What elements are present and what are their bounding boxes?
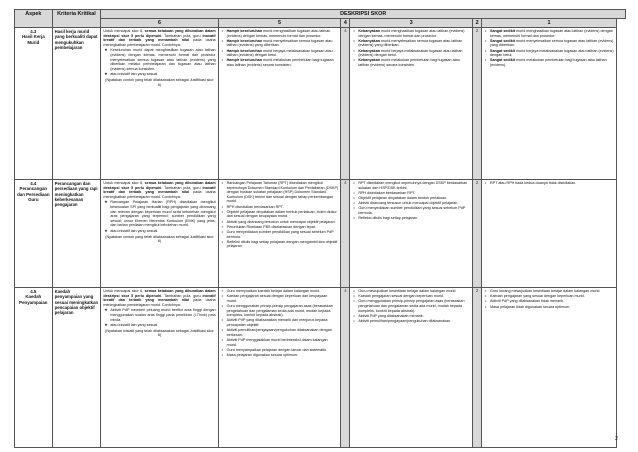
level-1-cell xyxy=(482,28,617,180)
list-item: • Masa pelajaran tidak digunakan secara optimum. xyxy=(490,305,614,310)
level-3-cell xyxy=(350,288,473,448)
level-1-list xyxy=(484,29,614,68)
score-2-cell: 2 xyxy=(473,288,482,448)
list-item: • Refleksi ditulis bagi setiap pelajaran. xyxy=(358,216,470,221)
list-item: • Objektif pelajaran dinyatakan dalam bentuk perlakuan, boleh diukur dan sesuai dengan keupayaan murid. xyxy=(227,210,339,219)
header-kriteria: Kriteria Kritikal xyxy=(52,10,101,28)
list-item: • Aktiviti PdP yang dilaksanakan menarik. xyxy=(358,314,470,319)
level-1-list xyxy=(484,289,614,309)
level-5-cell xyxy=(218,180,341,288)
level-6-list xyxy=(103,48,215,77)
list-item: • Hampir keseluruhan murid melakukan pembetulan bagi tugasan atau latihan (evidens) secara konsisten. xyxy=(227,58,339,67)
score-4-cell: 4 xyxy=(341,180,350,288)
justification-note: (Nyatakan inisiatif yang telah dilaksanakan sebagai Justifikasi skor 6) xyxy=(105,328,214,338)
justification-note: (Nyatakan contoh yang telah dilaksanakan sebagai Justifikasi skor 6) xyxy=(105,77,214,87)
list-item: ❖ atau inisiatif lain yang sesuai. xyxy=(110,229,215,234)
level-3-list xyxy=(352,181,470,221)
header-level-5: 5 xyxy=(218,19,341,28)
level-6-cell: Untuk mencapai skor 6, semua kelakuan yang dihuraikan dalam deskripsi skor 5 perlu dipenuhi. Tambahan pula, guru inovatif kreatif dan terbaik yang menambah nilai pada usaha meningkatkan pembelajaran murid. Contohnya: ❖ Aktiviti PdP memberi peluang murid berfikir aras tinggi dengan menggunakan soalan aras tinggi pada pemikiran (i-Think) peta minda. ❖ atau inisiatif lain yang sesuai. (Nyatakan inisiatif yang telah dilaksanakan sebagai Justifikasi skor 6) xyxy=(101,288,218,448)
list-item: • Guru menggunakan prinsip-prinsip pengajaran asas (berasaskan pengetahuan dan pengalaman sedia ada murid, mudah kepada kompleks, konkrit kepada abstrak). xyxy=(227,304,339,318)
list-item: • Aktiviti PdP yang dilaksanakan tidak menarik. xyxy=(490,299,614,304)
list-item: • Aktiviti pemulihan/pengayaan/pengukuhan dilaksanakan dengan berkesan. xyxy=(227,328,339,337)
list-item: • Sangat sedikit murid menyelesaikan semua tugasan atau latihan (evidens) yang diberikan. xyxy=(490,39,614,48)
list-item: ❖ atau inisiatif lain yang sesuai. xyxy=(110,323,215,328)
list-item: • Guru mewujudkan kesediaan belajar dalam kalangan murid. xyxy=(358,289,470,294)
level-6-list xyxy=(103,308,215,327)
score-2-cell: 2 xyxy=(473,28,482,180)
list-item: • Objektif pelajaran dinyatakan dalam bentuk perlakuan. xyxy=(358,196,470,201)
header-level-2: 2 xyxy=(473,19,482,28)
level-6-list xyxy=(103,200,215,233)
level-1-list xyxy=(484,181,614,186)
list-item: • Kebanyakan murid menyelesaikan semua tugasan atau latihan (evidens) yang diberikan. xyxy=(358,39,470,48)
list-item: • Masa pelajaran digunakan secara optimum. xyxy=(227,353,339,358)
list-item: • RPT disediakan mengikut sepenuhnya dengan DSKP berdasarkan sukatan dan HSP/DSK terkini. xyxy=(358,181,470,190)
list-item: ❖ Rancangan Pelajaran Harian (RPH) disediakan mengikut kesesuaian SPI yang berkualiti bagi pengajaran yang dirancang dan relevan dengan keperluan murid serta kebolehan mengikut aras pengajaran yang terperinci; sumber pendidikan yang sesuai; unsur Elemen Merentas Kurikulum (EMK) yang jelas, dan bahan penilaian mengikut kebolehan murid. xyxy=(110,200,215,228)
header-level-4: 4 xyxy=(341,19,350,28)
level-5-cell xyxy=(218,28,341,180)
list-item: • Hampir keseluruhan murid berjaya melaksanakan tugasan atau latihan (evidens) dengan betul. xyxy=(227,49,339,58)
list-item: • Aktiviti yang dirancang tersusun untuk mencapai objektif pelajaran. xyxy=(227,220,339,225)
aspek-cell: 4.4 Perancangan dan Persediaan Guru xyxy=(15,180,53,288)
level-1-cell xyxy=(482,288,617,448)
table-row xyxy=(15,28,626,180)
list-item: • Aktiviti PdP yang dilaksanakan menarik dan menjurus kepada pencapaian objektif. xyxy=(227,318,339,327)
list-item: • Hampir keseluruhan murid menyelesaikan semua tugasan atau latihan (evidens) yang diberikan. xyxy=(227,39,339,48)
list-item: • Guru memyuaikan kaedah belajar dalam kalangan murid. xyxy=(227,289,339,294)
list-item: • Kebanyakan murid berjaya melaksanakan tugasan atau latihan (evidens) dengan betul. xyxy=(358,49,470,58)
list-item: • Kaedah pengajaran sesuai dengan keperluan murid. xyxy=(358,294,470,299)
header-deskripsi-skor: DESKRIPSI SKOR xyxy=(101,10,626,19)
level-3-cell xyxy=(350,180,473,288)
list-item: • Guru menggunakan prinsip-prinsip pengajaran asas (berasaskan pengetahuan dan pengalaman sedia ada murid, mudah kepada kompleks, konkrit kepada abstrak). xyxy=(358,299,470,313)
header-level-6: 6 xyxy=(101,19,218,28)
level-3-cell xyxy=(350,28,473,180)
header-aspek: Aspek xyxy=(15,10,53,28)
score-4-cell: 4 xyxy=(341,288,350,448)
list-item: • Guru kurang mewujudkan kesediaan belajar dalam kalangan murid. xyxy=(490,289,614,294)
list-item: • Rancangan Pelajaran Tahunan (RPT) disediakan mengikut sepenuhnya Dokumen Standard Kurikulum dan Pentaksiran (DSKP) dengan huraian sukatan pelajaran (HSP) Dokumen Standard Kurikulum (DSK) terkini dan sesuai dengan tahap perkembangan murid. xyxy=(227,181,339,204)
level-1-cell xyxy=(482,180,617,288)
list-item: ❖ atau inisiatif lain yang sesuai. xyxy=(110,72,215,77)
kriteria-cell: Hasil kerja murid yang berkualiti dapat mengukuhkan pembelajaran xyxy=(52,28,101,180)
header-level-1: 1 xyxy=(482,19,617,28)
list-item: • Peruntukan Rinekaan PBS diselaraskan dengan tepat. xyxy=(227,225,339,230)
list-item: • RPH disediakan berdasarkan RPT. xyxy=(227,205,339,210)
list-item: • Guru menyampaikan pelajaran dengan lancar dan sistematik. xyxy=(227,348,339,353)
list-item: • RPH disediakan berdasarkan RPT. xyxy=(358,191,470,196)
list-item: • Guru menyediakan sumber pendidikan yang sesuai sebelum PdP bermula. xyxy=(358,206,470,215)
list-item: • RPT atau RPH tiada kedua-duanya tidak disediakan. xyxy=(490,181,614,186)
list-item: • Sangat sedikit murid menghasilkan tugasan atau latihan (evidens) dengan kemas, memenuhi format dan prosedur. xyxy=(490,29,614,38)
rubric-table xyxy=(14,9,626,448)
list-item: • Sangat sedikit murid berjaya melaksanakan tugasan atau latihan (evidens) dengan betul. xyxy=(490,49,614,58)
aspek-cell: 4.3 Hasil Kerja Murid xyxy=(15,28,53,180)
kriteria-cell: Perancangan dan persediaan yang rapi meningkatkan keberkesanan pengajaran xyxy=(52,180,101,288)
level-5-list xyxy=(221,29,339,68)
kriteria-cell: Kaedah penyampaian yang sesuai meningkatkan pencapaian objektif pelajaran xyxy=(52,288,101,448)
aspek-cell: 4.5 Kaedah Penyampaian xyxy=(15,288,53,448)
list-item: • Kaedah pengajaran sesuai dengan keperluan dan keupayaan murid. xyxy=(227,294,339,303)
level-5-list xyxy=(221,181,339,249)
level-5-list xyxy=(221,289,339,357)
justification-note: (Nyatakan contoh yang telah dilaksanakan sebagai Justifikasi skor 6) xyxy=(105,234,214,244)
table-row xyxy=(15,180,626,288)
score-4-cell: 4 xyxy=(341,28,350,180)
list-item: • Guru menyediakan sumber pendidikan yang sesuai sebelum PdP bermula. xyxy=(227,230,339,239)
list-item: • Kebanyakan murid menghasilkan tugasan atau latihan (evidens) dengan kemas, memenuhi format dan prosedur. xyxy=(358,29,470,38)
list-item: • Aktiviti PdP menggalakkan murid berinteraksi dalam kalangan murid. xyxy=(227,338,339,347)
list-item: • Aktiviti pemulihan/pengayaan/pengukuhan dilaksanakan. xyxy=(358,319,470,324)
level-6-cell: Untuk mencapai skor 6, semua kelakuan yang dihuraikan dalam deskripsi skor 5 perlu dipenuhi. Tambahan pula, guru inovatif kreatif dan terbaik yang menambah nilai pada usaha meningkatkan pembelajaran murid. Contohnya: ❖ Keseluruhan murid dapat menghasilkan tugasan atau latihan (evidens) dengan kemas, memenuhi format dan prosedur menyelesaikan semua tugasan atau latihan (evidens) yang diberikan melalui pembelajaran dan tugasan atau latihan (evidens) semua konsisten. ❖ atau inisiatif lain yang sesuai. (Nyatakan contoh yang telah dilaksanakan sebagai Justifikasi skor 6) xyxy=(101,28,218,180)
list-item: • Refleksi ditulis bagi setiap pelajaran dengan mengambil kira objektif pelajaran. xyxy=(227,240,339,249)
header-level-3: 3 xyxy=(350,19,473,28)
level-5-cell xyxy=(218,288,341,448)
level-3-list xyxy=(352,289,470,324)
list-item: • Hampir keseluruhan murid menghasilkan tugasan atau latihan (evidens) dengan kemas, memenuhi format dan prosedur. xyxy=(227,29,339,38)
list-item: • Kebanyakan murid melakukan pembetulan bagi tugasan atau latihan (evidens) secara konsisten. xyxy=(358,58,470,67)
table-row xyxy=(15,288,626,448)
page-number: 2 xyxy=(615,436,618,442)
list-item: ❖ Aktiviti PdP memberi peluang murid berfikir aras tinggi dengan menggunakan soalan aras tinggi pada pemikiran (i-Think) peta minda. xyxy=(110,308,215,322)
list-item: ❖ Keseluruhan murid dapat menghasilkan tugasan atau latihan (evidens) dengan kemas, memenuhi format dan prosedur menyelesaikan semua tugasan atau latihan (evidens) yang diberikan melalui pembelajaran dan tugasan atau latihan (evidens) semua konsisten. xyxy=(110,48,215,71)
list-item: • Aktiviti dirancang tersusun untuk mencapai objektif pelajaran. xyxy=(358,201,470,206)
level-3-list xyxy=(352,29,470,68)
level-6-cell: Untuk mencapai skor 6, semua kelakuan yang dihuraikan dalam deskripsi skor 5 perlu dipenuhi. Tambahan pula, guru inovatif kreatif dan terbaik yang menambah nilai pada usaha meningkatkan pembelajaran murid. Contohnya: ❖ Rancangan Pelajaran Harian (RPH) disediakan mengikut kesesuaian SPI yang berkualiti bagi pengajaran yang dirancang dan relevan dengan keperluan murid serta kebolehan mengikut aras pengajaran yang terperinci; sumber pendidikan yang sesuai; unsur Elemen Merentas Kurikulum (EMK) yang jelas, dan bahan penilaian mengikut kebolehan murid. ❖ atau inisiatif lain yang sesuai. (Nyatakan contoh yang telah dilaksanakan sebagai Justifikasi skor 6) xyxy=(101,180,218,288)
list-item: • Sangat sedikit murid melakukan pembetulan bagi tugasan atau latihan (evidens). xyxy=(490,58,614,67)
score-2-cell: 2 xyxy=(473,180,482,288)
list-item: • Kaedah pengajaran yang sesuai dengan keperluan murid. xyxy=(490,294,614,299)
